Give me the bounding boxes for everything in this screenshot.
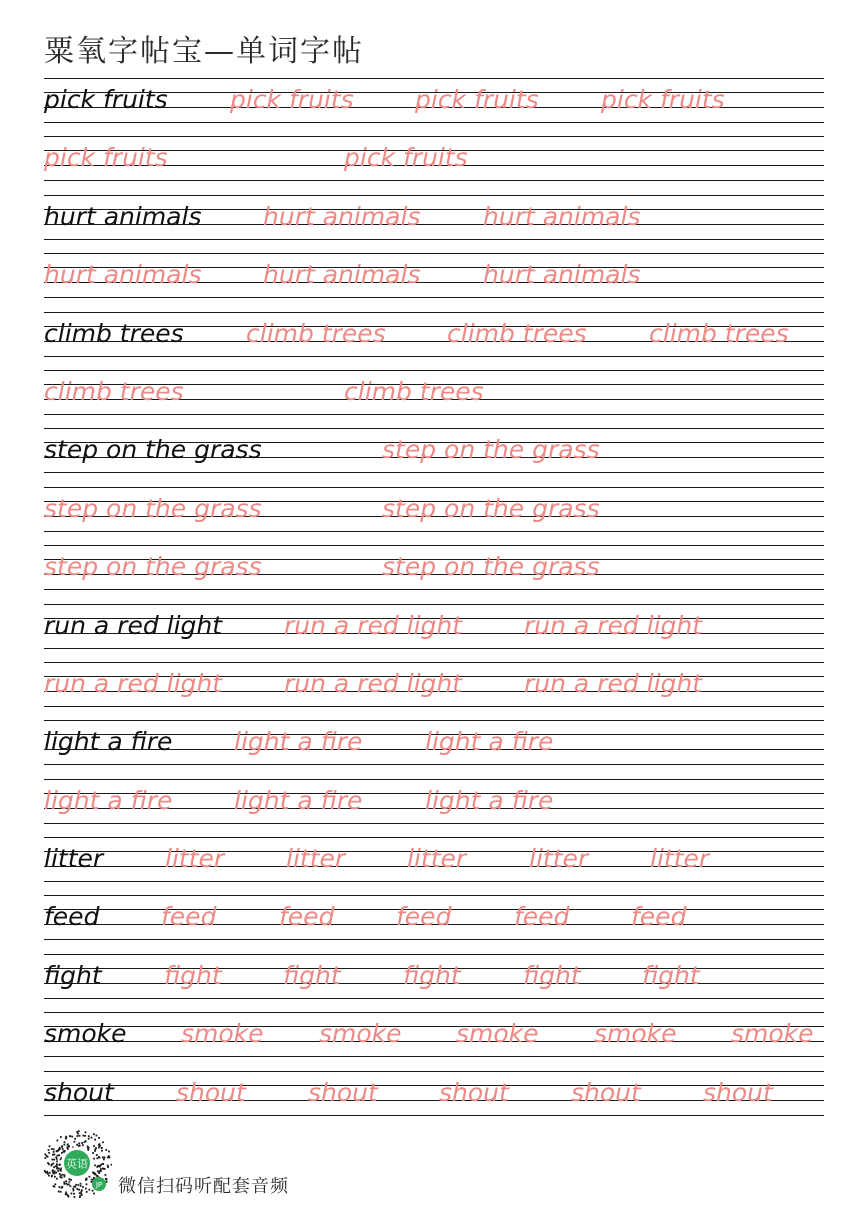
trace-word: step on the grass [382, 552, 600, 582]
footer-text: 微信扫码听配套音频 [118, 1176, 289, 1197]
trace-word: fight [283, 960, 341, 990]
qr-code-icon[interactable] [42, 1128, 112, 1198]
guide-line [44, 1056, 824, 1057]
guide-line [44, 589, 824, 590]
trace-word: pick fruits [344, 143, 468, 173]
trace-word: fight [642, 960, 700, 990]
guide-line [44, 1115, 824, 1116]
guide-line [44, 297, 824, 298]
guide-line [44, 998, 824, 999]
guide-line [44, 312, 824, 313]
guide-line [44, 1026, 824, 1027]
trace-word: hurt animals [263, 260, 421, 290]
model-word: litter [44, 844, 104, 874]
model-word: climb trees [44, 318, 184, 348]
guide-line [44, 648, 824, 649]
trace-word: light a fire [234, 727, 363, 757]
trace-word: hurt animals [483, 201, 641, 231]
practice-row [44, 428, 824, 486]
guide-line [44, 531, 824, 532]
practice-row [44, 370, 824, 428]
trace-word: pick fruits [230, 85, 354, 114]
trace-word: step on the grass [382, 435, 600, 465]
guide-line [44, 545, 824, 546]
trace-word: hurt animals [44, 260, 202, 290]
guide-line [44, 895, 824, 896]
trace-word: feed [279, 902, 335, 932]
trace-word: litter [407, 844, 467, 874]
guide-line [44, 764, 824, 765]
practice-row [44, 253, 824, 311]
practice-row [44, 895, 824, 953]
practice-row [44, 1012, 824, 1070]
model-word: hurt animals [44, 201, 202, 231]
trace-word: fight [403, 960, 461, 990]
model-word: shout [44, 1077, 114, 1107]
trace-word: run a red light [284, 610, 463, 640]
trace-word: smoke [456, 1019, 539, 1049]
guide-line [44, 954, 824, 955]
guide-line [44, 823, 824, 824]
trace-word: step on the grass [382, 493, 600, 523]
practice-row [44, 78, 824, 136]
trace-word: feed [396, 902, 452, 932]
guide-line [44, 720, 824, 721]
trace-word: run a red light [44, 668, 223, 698]
guide-line [44, 706, 824, 707]
guide-line [44, 136, 824, 137]
model-word: pick fruits [44, 85, 168, 114]
trace-word: step on the grass [44, 552, 262, 582]
practice-row [44, 720, 824, 778]
trace-word: pick fruits [601, 85, 725, 114]
qr-badge-label: 英语 [66, 1157, 88, 1171]
model-word: fight [44, 960, 102, 990]
guide-line [44, 253, 824, 254]
guide-line [44, 472, 824, 473]
practice-row [44, 195, 824, 253]
page-title: 粟氧字帖宝—单词字帖 [44, 34, 364, 69]
guide-line [44, 180, 824, 181]
practice-row [44, 779, 824, 837]
trace-word: litter [165, 844, 225, 874]
guide-line [44, 195, 824, 196]
guide-line [44, 122, 824, 123]
guide-line [44, 428, 824, 429]
footer [42, 1128, 342, 1198]
guide-line [44, 837, 824, 838]
trace-word: shout [571, 1077, 641, 1107]
practice-row [44, 1071, 824, 1129]
trace-word: feed [161, 902, 217, 932]
model-word: feed [44, 902, 100, 932]
practice-row [44, 604, 824, 662]
trace-word: step on the grass [44, 493, 262, 523]
trace-word: climb trees [447, 318, 587, 348]
trace-word: litter [286, 844, 346, 874]
practice-row [44, 312, 824, 370]
guide-line [44, 487, 824, 488]
guide-line [44, 881, 824, 882]
guide-line [44, 604, 824, 605]
trace-word: feed [514, 902, 570, 932]
guide-line [44, 370, 824, 371]
trace-word: run a red light [524, 668, 703, 698]
trace-word: smoke [731, 1019, 814, 1049]
trace-word: litter [650, 844, 710, 874]
guide-line [44, 939, 824, 940]
trace-word: climb trees [44, 376, 184, 406]
practice-row [44, 662, 824, 720]
trace-word: climb trees [246, 318, 386, 348]
trace-word: smoke [181, 1019, 264, 1049]
practice-sheet [44, 78, 824, 1116]
trace-word: smoke [319, 1019, 402, 1049]
trace-word: fight [523, 960, 581, 990]
guide-line [44, 356, 824, 357]
trace-word: light a fire [425, 785, 554, 815]
trace-word: run a red light [284, 668, 463, 698]
trace-word: smoke [594, 1019, 677, 1049]
trace-word: hurt animals [263, 201, 421, 231]
trace-word: litter [529, 844, 589, 874]
model-word: run a red light [44, 610, 223, 640]
trace-word: run a red light [524, 610, 703, 640]
guide-line [44, 78, 824, 79]
trace-word: shout [439, 1077, 509, 1107]
practice-row [44, 954, 824, 1012]
qr-corner-label: JP [95, 1181, 103, 1189]
trace-word: shout [308, 1077, 378, 1107]
guide-line [44, 239, 824, 240]
trace-word: climb trees [649, 318, 789, 348]
practice-row [44, 136, 824, 194]
practice-row [44, 837, 824, 895]
model-word: step on the grass [44, 435, 262, 465]
model-word: smoke [44, 1019, 127, 1049]
trace-word: pick fruits [44, 143, 168, 173]
trace-word: pick fruits [415, 85, 539, 114]
trace-word: feed [631, 902, 687, 932]
trace-word: fight [164, 960, 222, 990]
trace-word: climb trees [344, 376, 484, 406]
model-word: light a fire [44, 727, 173, 757]
guide-line [44, 1012, 824, 1013]
guide-line [44, 779, 824, 780]
trace-word: light a fire [425, 727, 554, 757]
guide-line [44, 414, 824, 415]
guide-line [44, 662, 824, 663]
trace-word: light a fire [234, 785, 363, 815]
trace-word: light a fire [44, 785, 173, 815]
practice-row [44, 545, 824, 603]
practice-row [44, 487, 824, 545]
guide-line [44, 1071, 824, 1072]
trace-word: shout [176, 1077, 246, 1107]
trace-word: hurt animals [483, 260, 641, 290]
guide-line [44, 1041, 824, 1042]
trace-word: shout [703, 1077, 773, 1107]
